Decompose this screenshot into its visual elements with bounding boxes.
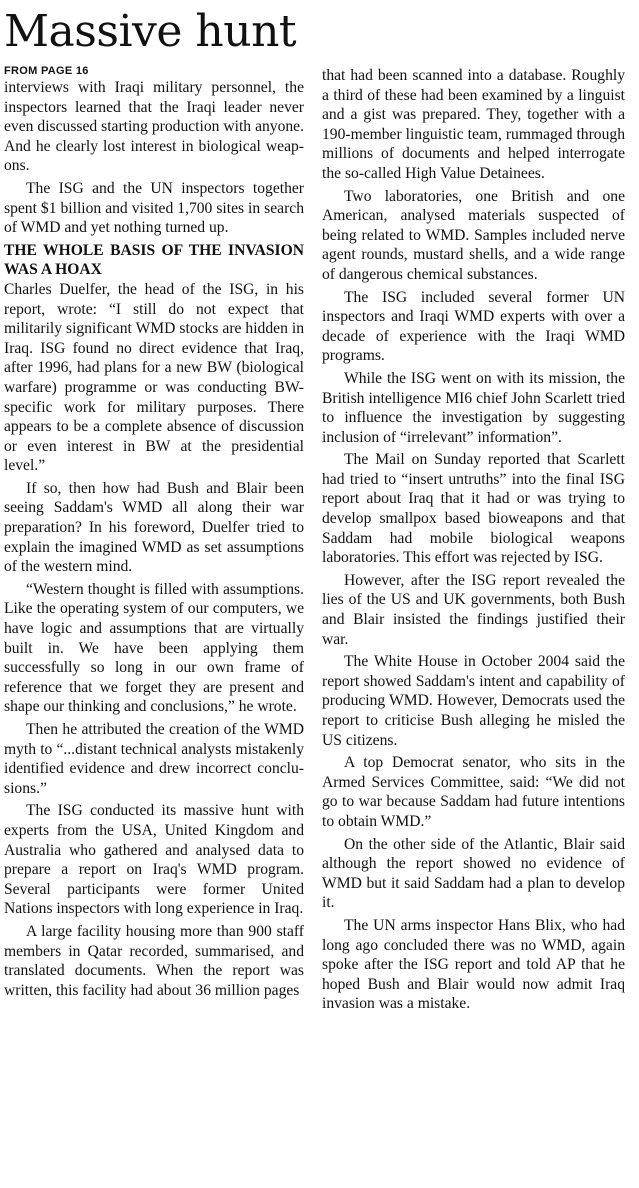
paragraph: Charles Duelfer, the head of the ISG, in his report, wrote: “I still do not expect that militarily significant WMD stocks are hidden in Iraq. ISG found no direct evidence that Iraq, after 1996, had plans for a new BW (biological warfare) programme or was conducting BW-specific work for military purposes. There appears to be a complete absence of discussion or even interest in BW at the presidential level.” <box>4 280 304 475</box>
paragraph: A top Democrat senator, who sits in the Armed Services Committee, said: “We did not go to war because Saddam had future intentions to obtain WMD.” <box>322 754 625 830</box>
right-column <box>322 66 625 1017</box>
paragraph: A large facility housing more than 900 staff members in Qatar recorded, summarised, and translated documents. When the report was written, this facility had about 36 million pages <box>4 922 304 999</box>
kicker-from-page: FROM PAGE 16 <box>4 65 89 77</box>
paragraph: Then he attributed the creation of the WMD myth to “...distant technical analysts mistakenly identified evidence and drew incorrect conclusions.” <box>4 721 304 797</box>
paragraph: Two laboratories, one British and one American, analysed materials suspected of being related to WMD. Samples included nerve agent rounds, mustard shells, and a wide range of dangerous chemical substances. <box>322 187 625 283</box>
left-column <box>4 64 304 1003</box>
paragraph: The White House in October 2004 said the report showed Saddam's intent and capability of producing WMD. However, Democrats used the report to criticise Bush alleging he misled the US citizens. <box>322 653 625 749</box>
paragraph: The UN arms inspector Hans Blix, who had long ago concluded there was no WMD, again spoke after the ISG report and told AP that he hoped Bush and Blair would now admit Iraq invasion was a mistake. <box>322 916 625 1013</box>
paragraph: that had been scanned into a database. Roughly a third of these had been examined by a linguist and a gist was prepared. They, together with a 190-member linguistic team, rummaged through millions of documents and helped interrogate the so-called High Value Detainees. <box>322 67 625 182</box>
subheading: THE WHOLE BASIS OF THE INVASION WAS A HOAX <box>4 241 304 279</box>
paragraph: On the other side of the Atlantic, Blair said although the report showed no evidence of WMD but it said Saddam had a plan to develop it. <box>322 835 625 912</box>
paragraph: The ISG included several former UN inspectors and Iraqi WMD experts with over a decade of experience with the Iraqi WMD programs. <box>322 288 625 365</box>
paragraph: The Mail on Sunday reported that Scarlett had tried to “insert untruths” into the final ISG report about Iraq that it had or was trying to develop smallpox based bioweapons and that Saddam had mobile biological weapons laboratories. This effort was rejected by ISG. <box>322 451 625 567</box>
paragraph: “Western thought is filled with assumptions. Like the operating system of our computers, we have logic and assumptions that are virtually built in. We have been applying them successfully so long in our own frame of reference that we forget they are present and shape our thinking and conclusions,” he wrote. <box>4 580 304 716</box>
paragraph: The ISG and the UN inspectors together spent $1 billion and visited 1,700 sites in search of WMD and yet nothing turned up. <box>4 179 304 237</box>
paragraph: However, after the ISG report revealed the lies of the US and UK governments, both Bush and Blair insisted the findings justified their war. <box>322 571 625 648</box>
paragraph: If so, then how had Bush and Blair been seeing Saddam's WMD all along their war preparation? In his foreword, Duelfer tried to explain the imagined WMD as set assumptions of the western mind. <box>4 479 304 576</box>
headline: Massive hunt <box>4 6 297 57</box>
paragraph: interviews with Iraqi military personnel, the inspectors learned that the Iraqi leader never even discussed starting production with anyone. And he clearly lost interest in biological weapons. <box>4 79 304 175</box>
paragraph: The ISG conducted its massive hunt with experts from the USA, United Kingdom and Australia who gathered and analysed data to prepare a report on Iraq's WMD program. Several participants were former United Nations inspectors with long experience in Iraq. <box>4 802 304 918</box>
paragraph: While the ISG went on with its mission, the British intelligence MI6 chief John Scarlett tried to influence the investigation by suggesting inclusion of “irrelevant” information”. <box>322 369 625 446</box>
